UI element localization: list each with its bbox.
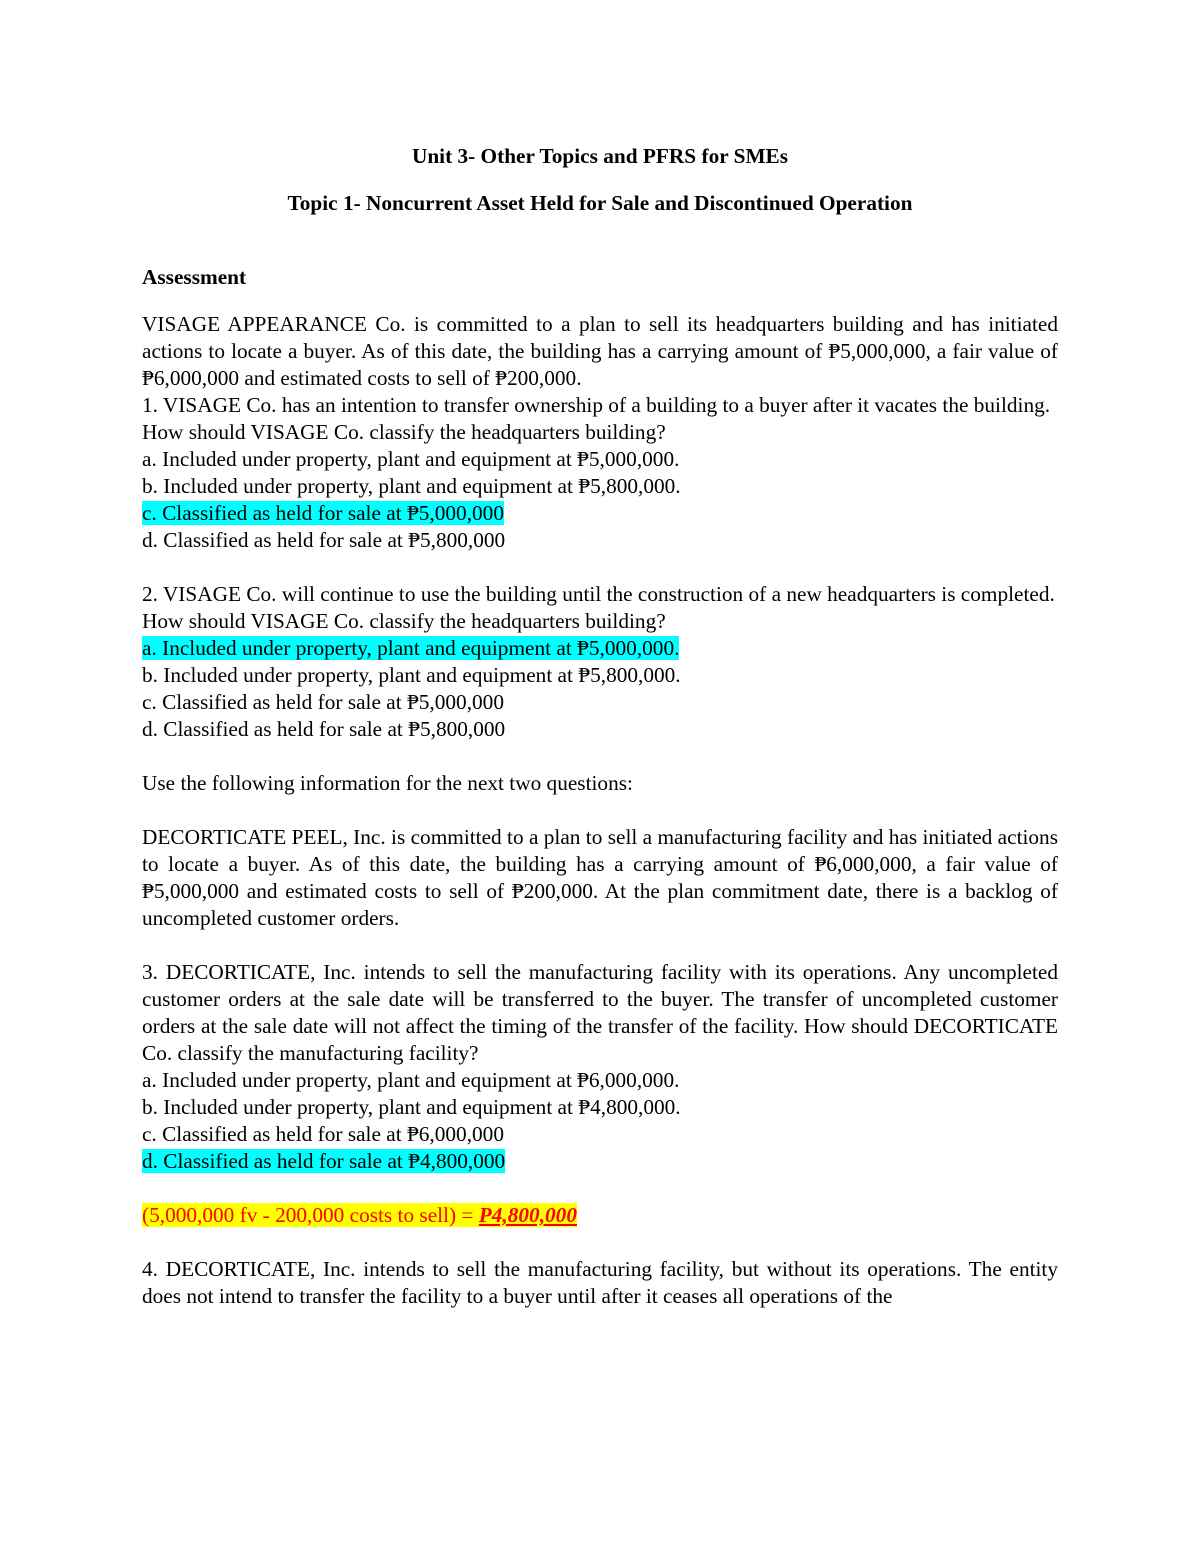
option-text: d. Classified as held for sale at ₱5,800,000 (142, 717, 506, 741)
question-2-option-c (142, 689, 1058, 716)
question-1-option-b (142, 473, 1058, 500)
question-3-option-b (142, 1094, 1058, 1121)
calculation-formula: (5,000,000 fv - 200,000 costs to sell) = (142, 1203, 479, 1227)
question-2 (142, 581, 1058, 743)
option-text: b. Included under property, plant and equipment at ₱4,800,000. (142, 1095, 681, 1119)
question-3 (142, 959, 1058, 1175)
use-info-note: Use the following information for the next two questions: (142, 771, 633, 795)
option-text: c. Classified as held for sale at ₱6,000,000 (142, 1122, 504, 1146)
question-2-option-d (142, 716, 1058, 743)
question-2-option-a (142, 635, 1058, 662)
question-4-stem: 4. DECORTICATE, Inc. intends to sell the manufacturing facility, but without its operations. The entity does not intend to transfer the facility to a buyer until after it ceases all operations of the (142, 1257, 1058, 1308)
question-1-option-d (142, 527, 1058, 554)
question-2-stem: 2. VISAGE Co. will continue to use the building until the construction of a new headquarters is completed. (142, 582, 1055, 606)
intro-paragraph-decorticate: DECORTICATE PEEL, Inc. is committed to a plan to sell a manufacturing facility and has initiated actions to locate a buyer. As of this date, the building has a carrying amount of ₱6,000,000, a fair value of ₱5,000,000 and estimated costs to sell of ₱200,000. At the plan commitment date, there is a backlog of uncompleted customer orders. (142, 825, 1058, 930)
calculation-line (142, 1202, 1058, 1229)
option-text: c. Classified as held for sale at ₱5,000,000 (142, 690, 504, 714)
option-text: a. Included under property, plant and equipment at ₱5,000,000. (142, 447, 680, 471)
question-4 (142, 1256, 1058, 1310)
question-3-option-c (142, 1121, 1058, 1148)
document-subtitle: Topic 1- Noncurrent Asset Held for Sale and Discontinued Operation (287, 191, 913, 215)
highlighted-answer: d. Classified as held for sale at ₱4,800,000 (142, 1149, 506, 1173)
question-1-option-c (142, 500, 1058, 527)
question-3-stem: 3. DECORTICATE, Inc. intends to sell the manufacturing facility with its operations. Any uncompleted customer orders at the sale date will be transferred to the buyer. The transfer of uncompleted customer orders at the sale date will not affect the timing of the transfer of the facility. How should DECORTICATE Co. classify the manufacturing facility? (142, 960, 1058, 1065)
document-title: Unit 3- Other Topics and PFRS for SMEs (411, 144, 789, 168)
document-body (142, 143, 1058, 1310)
question-1-ask: How should VISAGE Co. classify the headquarters building? (142, 420, 666, 444)
question-3-option-a (142, 1067, 1058, 1094)
option-text: b. Included under property, plant and equipment at ₱5,800,000. (142, 663, 681, 687)
option-text: a. Included under property, plant and equipment at ₱6,000,000. (142, 1068, 680, 1092)
question-3-option-d (142, 1148, 1058, 1175)
question-1-option-a (142, 446, 1058, 473)
intro-paragraph-visage: VISAGE APPEARANCE Co. is committed to a plan to sell its headquarters building and has initiated actions to locate a buyer. As of this date, the building has a carrying amount of ₱5,000,000, a fair value of ₱6,000,000 and estimated costs to sell of ₱200,000. (142, 312, 1058, 390)
question-2-ask: How should VISAGE Co. classify the headquarters building? (142, 609, 666, 633)
question-1 (142, 392, 1058, 554)
calculation-answer: P4,800,000 (478, 1203, 577, 1227)
question-1-stem: 1. VISAGE Co. has an intention to transfer ownership of a building to a buyer after it vacates the building. (142, 393, 1051, 417)
question-2-option-b (142, 662, 1058, 689)
option-text: b. Included under property, plant and equipment at ₱5,800,000. (142, 474, 681, 498)
highlighted-answer: a. Included under property, plant and equipment at ₱5,000,000. (142, 636, 680, 660)
section-heading: Assessment (142, 265, 247, 289)
highlighted-answer: c. Classified as held for sale at ₱5,000,000 (142, 501, 504, 525)
option-text: d. Classified as held for sale at ₱5,800,000 (142, 528, 506, 552)
